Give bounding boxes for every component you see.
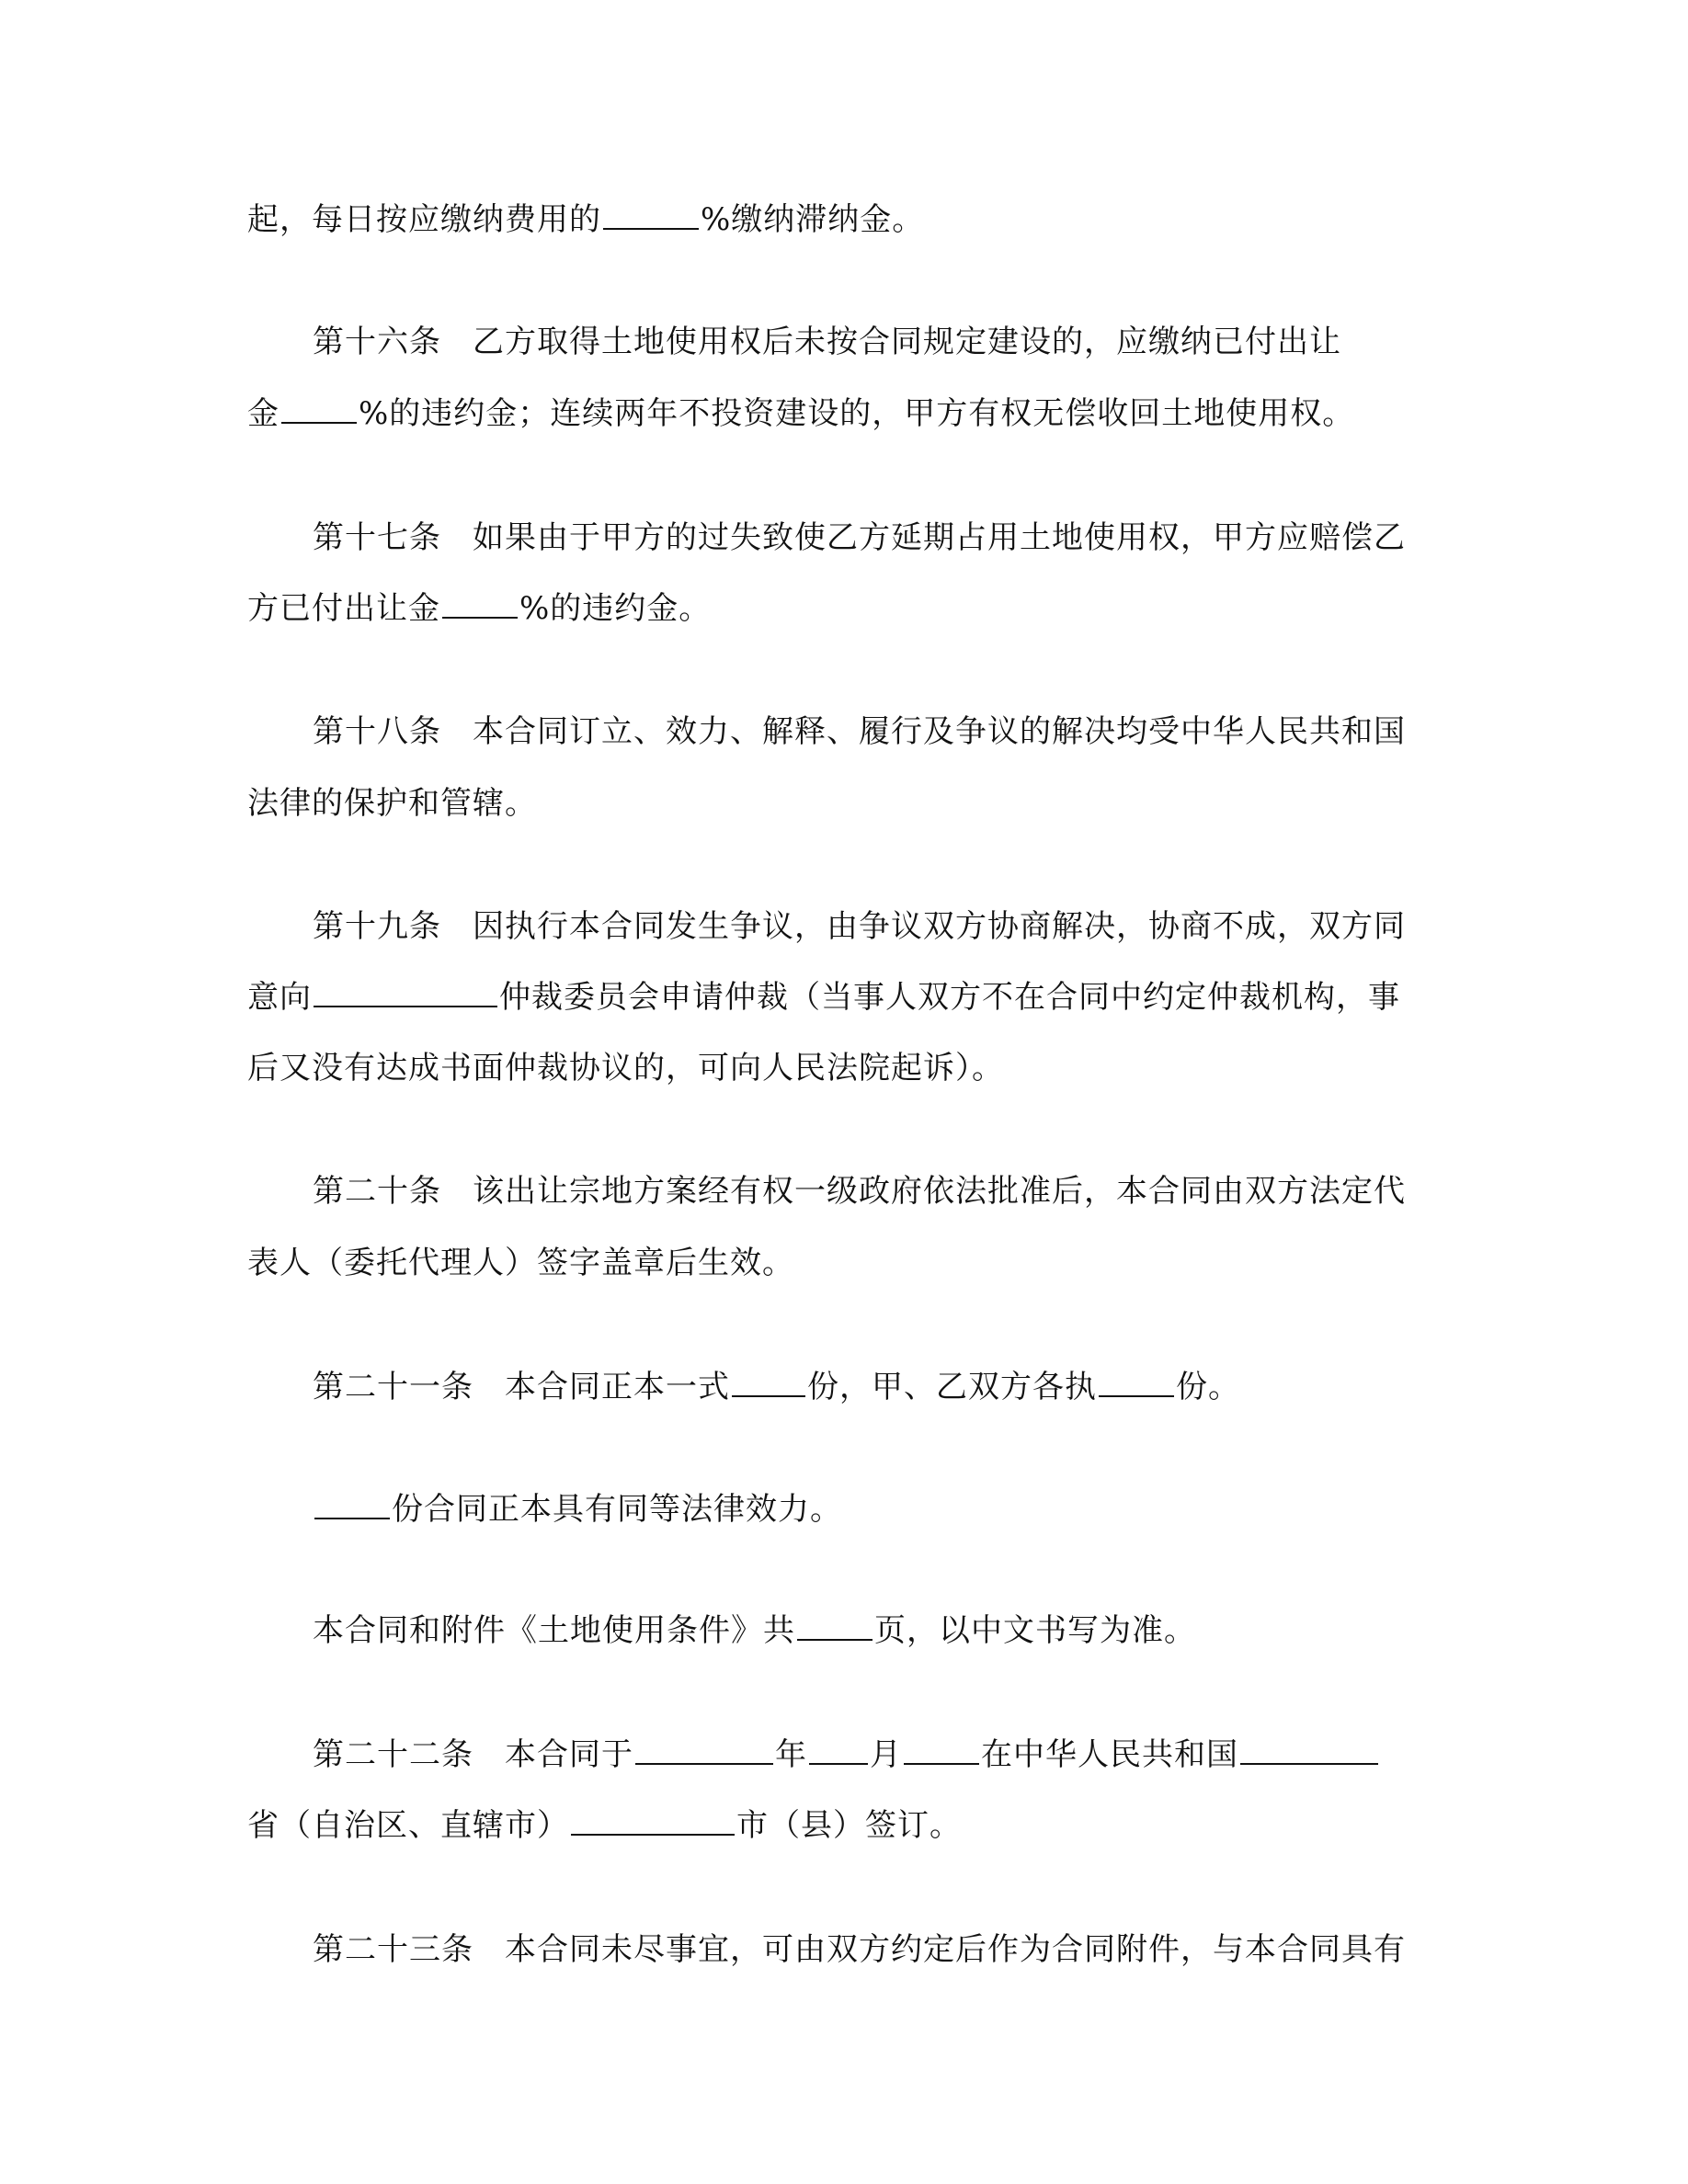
text: 本合同未尽事宜，可由双方约定后作为合同附件，与本合同具有 [505, 1931, 1406, 1968]
blank-field [1240, 1735, 1378, 1765]
text: 如果由于甲方的过失致使乙方延期占用土地使用权，甲方应赔偿乙 [473, 519, 1406, 556]
blank-field [571, 1806, 735, 1836]
article-20 [313, 1171, 1406, 1211]
article-number: 第十六条 [313, 324, 441, 360]
article-number: 第十九条 [313, 908, 441, 945]
text: %缴纳滞纳金。 [701, 201, 925, 238]
text: 该出让宗地方案经有权一级政府依法批准后，本合同由双方法定代 [473, 1173, 1406, 1210]
text: 因执行本合同发生争议，由争议双方协商解决，协商不成，双方同 [473, 908, 1406, 945]
paragraph-line [313, 1610, 1196, 1651]
article-19 [313, 906, 1406, 947]
text: 省（自治区、直辖市） [247, 1807, 569, 1844]
text: 市（县）签订。 [736, 1807, 962, 1844]
text: 份。 [1176, 1369, 1240, 1405]
paragraph-line [247, 783, 537, 824]
blank-field [635, 1735, 773, 1765]
text: 乙方取得土地使用权后未按合同规定建设的，应缴纳已付出让 [473, 324, 1341, 360]
paragraph-line [247, 1048, 1004, 1088]
text: 本合同正本一式 [505, 1369, 730, 1405]
article-16 [313, 322, 1341, 362]
article-number: 第二十一条 [313, 1369, 473, 1405]
text: %的违约金。 [519, 590, 712, 627]
text: 月 [870, 1736, 902, 1773]
paragraph-line [247, 588, 711, 629]
blank-field [797, 1611, 873, 1641]
blank-field [732, 1368, 805, 1397]
article-22 [313, 1735, 1380, 1775]
blank-field [442, 589, 518, 619]
text: 年 [775, 1736, 807, 1773]
paragraph-line [247, 977, 1400, 1018]
text: 份合同正本具有同等法律效力。 [392, 1491, 842, 1528]
text: 金 [247, 395, 279, 432]
text: 页，以中文书写为准。 [874, 1612, 1196, 1649]
article-number: 第二十条 [313, 1173, 441, 1210]
text: 本合同和附件《土地使用条件》共 [313, 1612, 795, 1649]
text: 意向 [247, 979, 312, 1016]
blank-field [603, 200, 699, 230]
text: 在中华人民共和国 [981, 1736, 1238, 1773]
paragraph-line [247, 393, 1354, 434]
paragraph-line [247, 199, 924, 240]
article-18 [313, 711, 1406, 752]
text: 方已付出让金 [247, 590, 440, 627]
text: 起，每日按应缴纳费用的 [247, 201, 601, 238]
blank-field [1099, 1368, 1174, 1397]
article-number: 第十七条 [313, 519, 441, 556]
text: 法律的保护和管辖。 [247, 785, 537, 822]
paragraph-line [313, 1489, 842, 1530]
blank-field [314, 978, 497, 1007]
article-21 [313, 1367, 1240, 1407]
text: 后又没有达成书面仲裁协议的，可向人民法院起诉）。 [247, 1050, 1004, 1086]
article-number: 第二十二条 [313, 1736, 473, 1773]
text: 仲裁委员会申请仲裁（当事人双方不在合同中约定仲裁机构，事 [499, 979, 1400, 1016]
blank-field [281, 394, 357, 424]
article-number: 第十八条 [313, 713, 441, 750]
text: 本合同订立、效力、解释、履行及争议的解决均受中华人民共和国 [473, 713, 1406, 750]
article-number: 第二十三条 [313, 1931, 473, 1968]
article-17 [313, 518, 1406, 558]
text: 份，甲、乙双方各执 [807, 1369, 1097, 1405]
text: %的违约金；连续两年不投资建设的，甲方有权无偿收回土地使用权。 [359, 395, 1355, 432]
blank-field [314, 1490, 390, 1519]
text: 本合同于 [505, 1736, 633, 1773]
blank-field [809, 1735, 868, 1765]
article-23 [313, 1929, 1406, 1970]
text: 表人（委托代理人）签字盖章后生效。 [247, 1245, 794, 1281]
blank-field [904, 1735, 979, 1765]
paragraph-line [247, 1805, 962, 1846]
paragraph-line [247, 1243, 794, 1283]
